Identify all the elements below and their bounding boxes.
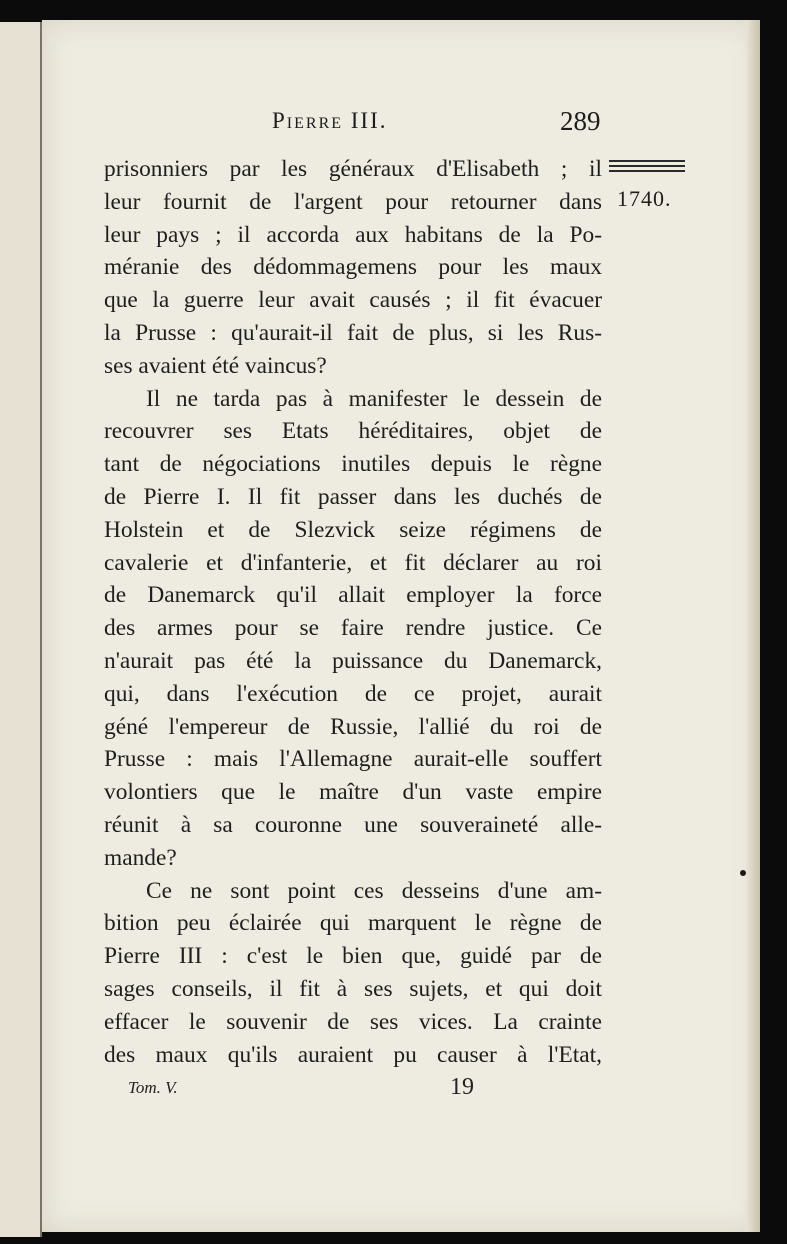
text-line: géné l'empereur de Russie, l'allié du roi de xyxy=(104,713,602,740)
text-line: la Prusse : qu'aurait-il fait de plus, si les Rus- xyxy=(104,319,602,346)
running-title: Pierre III. xyxy=(272,108,388,133)
text-line: n'aurait pas été la puissance du Danemarck, xyxy=(104,647,602,674)
text-line: volontiers que le maître d'un vaste empire xyxy=(104,779,602,806)
running-head xyxy=(0,102,787,138)
text-line: leur fournit de l'argent pour retourner dans xyxy=(104,188,602,215)
body-text xyxy=(104,153,602,1071)
text-line: des maux qu'ils auraient pu causer à l'Etat, xyxy=(104,1041,602,1068)
text-line: prisonniers par les généraux d'Elisabeth ; il xyxy=(104,156,602,182)
margin-double-rule xyxy=(609,160,685,174)
text-line: recouvrer ses Etats héréditaires, objet de xyxy=(104,418,602,445)
text-line: Pierre III : c'est le bien que, guidé par de xyxy=(104,943,602,970)
page-number: 289 xyxy=(560,106,601,136)
text-line: Ce ne sont point ces desseins d'une am- xyxy=(146,877,602,904)
text-line: qui, dans l'exécution de ce projet, aurait xyxy=(104,680,602,707)
text-line: cavalerie et d'infanterie, et fit déclarer au roi xyxy=(104,549,602,576)
text-line: ses avaient été vaincus? xyxy=(104,352,327,379)
text-line: réunit à sa couronne une souveraineté alle- xyxy=(104,811,602,838)
text-line: bition peu éclairée qui marquent le règne de xyxy=(104,910,602,937)
signature-mark: Tom. V. xyxy=(128,1078,178,1097)
text-line: de Danemarck qu'il allait employer la force xyxy=(104,582,602,609)
text-line: leur pays ; il accorda aux habitans de la Po- xyxy=(104,221,602,248)
text-line: que la guerre leur avait causés ; il fit évacuer xyxy=(104,287,602,314)
margin-year-note: 1740. xyxy=(617,186,672,211)
text-line: Prusse : mais l'Allemagne aurait-elle souffert xyxy=(104,746,602,773)
facing-page-edge xyxy=(0,22,42,1237)
text-line: de Pierre I. Il fit passer dans les duchés de xyxy=(104,483,602,510)
page-fore-edge xyxy=(746,20,760,1232)
text-line: Il ne tarda pas à manifester le dessein de xyxy=(146,385,602,412)
text-line: Holstein et de Slezvick seize régimens de xyxy=(104,516,602,543)
text-line: méranie des dédommagemens pour les maux xyxy=(104,254,602,281)
text-line: mande? xyxy=(104,844,177,871)
text-line: tant de négociations inutiles depuis le règne xyxy=(104,451,602,478)
text-line: sages conseils, il fit à ses sujets, et qui doit xyxy=(104,975,602,1002)
sheet-number: 19 xyxy=(450,1074,474,1100)
text-line: effacer le souvenir de ses vices. La crainte xyxy=(104,1008,602,1035)
text-line: des armes pour se faire rendre justice. Ce xyxy=(104,615,602,642)
page-blemish xyxy=(740,870,746,876)
